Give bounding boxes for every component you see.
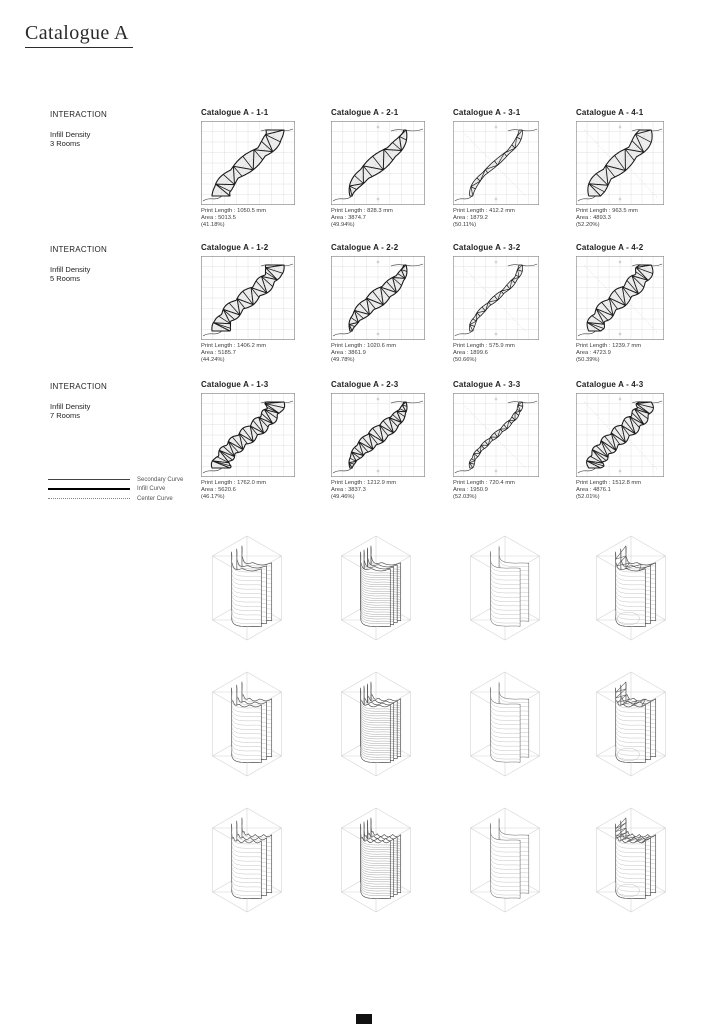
stat-print-length: Print Length : 828.3 mm — [331, 208, 393, 214]
page-title: Catalogue A — [25, 22, 133, 48]
curve-plot — [576, 121, 664, 205]
curve-plot — [453, 121, 539, 205]
cell-stats — [453, 343, 539, 364]
stat-print-length: Print Length : 963.5 mm — [576, 208, 638, 214]
section-label: INTERACTION — [50, 110, 107, 119]
stat-area: Area : 5620.6 — [201, 487, 236, 493]
axon-view — [566, 658, 696, 782]
stat-print-length: Print Length : 1762.0 mm — [201, 480, 267, 486]
stat-percentage: (52.20%) — [576, 222, 600, 228]
axon-view — [440, 522, 570, 646]
cell-stats — [576, 480, 664, 501]
curve-plot — [331, 121, 425, 205]
stat-percentage: (50.66%) — [453, 357, 477, 363]
line-legend — [48, 476, 183, 505]
stat-print-length: Print Length : 1212.9 mm — [331, 480, 397, 486]
catalogue-cell — [453, 380, 539, 501]
cell-stats — [331, 480, 425, 501]
legend-item — [48, 486, 183, 493]
stat-percentage: (44.24%) — [201, 357, 225, 363]
stat-area: Area : 4723.9 — [576, 350, 611, 356]
row-label — [50, 245, 200, 283]
cell-title: Catalogue A - 1-3 — [201, 380, 269, 389]
cell-stats — [576, 343, 664, 364]
cell-title: Catalogue A - 3-3 — [453, 380, 521, 389]
section-label: INTERACTION — [50, 245, 107, 254]
axon-view — [440, 658, 570, 782]
stat-area: Area : 3837.3 — [331, 487, 366, 493]
stat-print-length: Print Length : 1406.2 mm — [201, 343, 267, 349]
row-label — [50, 110, 200, 148]
density-label: Infill Density — [50, 402, 91, 411]
curve-plot — [201, 393, 295, 477]
catalogue-cell — [576, 243, 664, 364]
stat-print-length: Print Length : 1050.5 mm — [201, 208, 267, 214]
stat-print-length: Print Length : 412.2 mm — [453, 208, 515, 214]
axon-view — [440, 794, 570, 918]
axon-view — [182, 658, 312, 782]
infill-curve-line-sample — [48, 488, 130, 490]
cell-title: Catalogue A - 1-1 — [201, 108, 269, 117]
stat-percentage: (49.78%) — [331, 357, 355, 363]
stat-percentage: (49.46%) — [331, 494, 355, 500]
axon-view — [566, 522, 696, 646]
legend-label: Secondary Curve — [137, 476, 184, 483]
rooms-label: 7 Rooms — [50, 411, 81, 420]
cell-title: Catalogue A - 2-1 — [331, 108, 399, 117]
legend-item — [48, 495, 183, 502]
catalogue-cell — [331, 380, 425, 501]
catalogue-cell — [201, 108, 295, 229]
stat-area: Area : 4893.3 — [576, 215, 611, 221]
cell-title: Catalogue A - 4-1 — [576, 108, 644, 117]
footer-mark — [356, 1014, 372, 1024]
section-label: INTERACTION — [50, 382, 107, 391]
stat-print-length: Print Length : 575.9 mm — [453, 343, 515, 349]
axon-view — [566, 794, 696, 918]
stat-print-length: Print Length : 1512.8 mm — [576, 480, 642, 486]
axon-view — [182, 522, 312, 646]
cell-title: Catalogue A - 4-3 — [576, 380, 644, 389]
stat-area: Area : 4876.1 — [576, 487, 611, 493]
row-label — [50, 382, 200, 420]
cell-stats — [453, 480, 539, 501]
stat-percentage: (41.18%) — [201, 222, 225, 228]
cell-title: Catalogue A - 3-1 — [453, 108, 521, 117]
cell-title: Catalogue A - 2-2 — [331, 243, 399, 252]
cell-stats — [453, 208, 539, 229]
catalogue-cell — [201, 380, 295, 501]
cell-stats — [201, 343, 295, 364]
stat-area: Area : 3874.7 — [331, 215, 366, 221]
axon-view — [311, 794, 441, 918]
cell-stats — [201, 480, 295, 501]
stat-percentage: (50.11%) — [453, 222, 477, 228]
axon-view — [311, 522, 441, 646]
curve-plot — [576, 256, 664, 340]
cell-title: Catalogue A - 3-2 — [453, 243, 521, 252]
axon-view — [311, 658, 441, 782]
catalogue-cell — [453, 108, 539, 229]
density-label: Infill Density — [50, 130, 91, 139]
stat-area: Area : 1879.2 — [453, 215, 488, 221]
secondary-curve-line-sample — [48, 479, 130, 480]
curve-plot — [453, 393, 539, 477]
stat-percentage: (52.03%) — [453, 494, 477, 500]
cell-title: Catalogue A - 1-2 — [201, 243, 269, 252]
cell-stats — [201, 208, 295, 229]
stat-percentage: (46.17%) — [201, 494, 225, 500]
cell-title: Catalogue A - 4-2 — [576, 243, 644, 252]
catalogue-cell — [331, 243, 425, 364]
legend-label: Infill Curve — [137, 486, 166, 492]
stat-area: Area : 5013.5 — [201, 215, 236, 221]
cell-stats — [576, 208, 664, 229]
stat-area: Area : 3861.9 — [331, 350, 366, 356]
catalogue-cell — [331, 108, 425, 229]
curve-plot — [453, 256, 539, 340]
curve-plot — [201, 121, 295, 205]
density-label: Infill Density — [50, 265, 91, 274]
catalogue-cell — [576, 108, 664, 229]
catalogue-cell — [576, 380, 664, 501]
curve-plot — [331, 256, 425, 340]
rooms-label: 5 Rooms — [50, 274, 81, 283]
cell-stats — [331, 343, 425, 364]
stat-area: Area : 5185.7 — [201, 350, 236, 356]
curve-plot — [331, 393, 425, 477]
stat-print-length: Print Length : 1239.7 mm — [576, 343, 642, 349]
curve-plot — [576, 393, 664, 477]
stat-percentage: (49.94%) — [331, 222, 355, 228]
axon-view — [182, 794, 312, 918]
center-curve-line-sample — [48, 498, 130, 499]
cell-title: Catalogue A - 2-3 — [331, 380, 399, 389]
legend-item — [48, 476, 183, 483]
catalogue-cell — [201, 243, 295, 364]
stat-area: Area : 1899.6 — [453, 350, 488, 356]
stat-percentage: (50.39%) — [576, 357, 600, 363]
cell-stats — [331, 208, 425, 229]
stat-area: Area : 1950.9 — [453, 487, 488, 493]
catalogue-cell — [453, 243, 539, 364]
legend-label: Center Curve — [137, 495, 173, 502]
stat-percentage: (52.01%) — [576, 494, 600, 500]
stat-print-length: Print Length : 1020.6 mm — [331, 343, 397, 349]
stat-print-length: Print Length : 720.4 mm — [453, 480, 515, 486]
curve-plot — [201, 256, 295, 340]
rooms-label: 3 Rooms — [50, 139, 81, 148]
